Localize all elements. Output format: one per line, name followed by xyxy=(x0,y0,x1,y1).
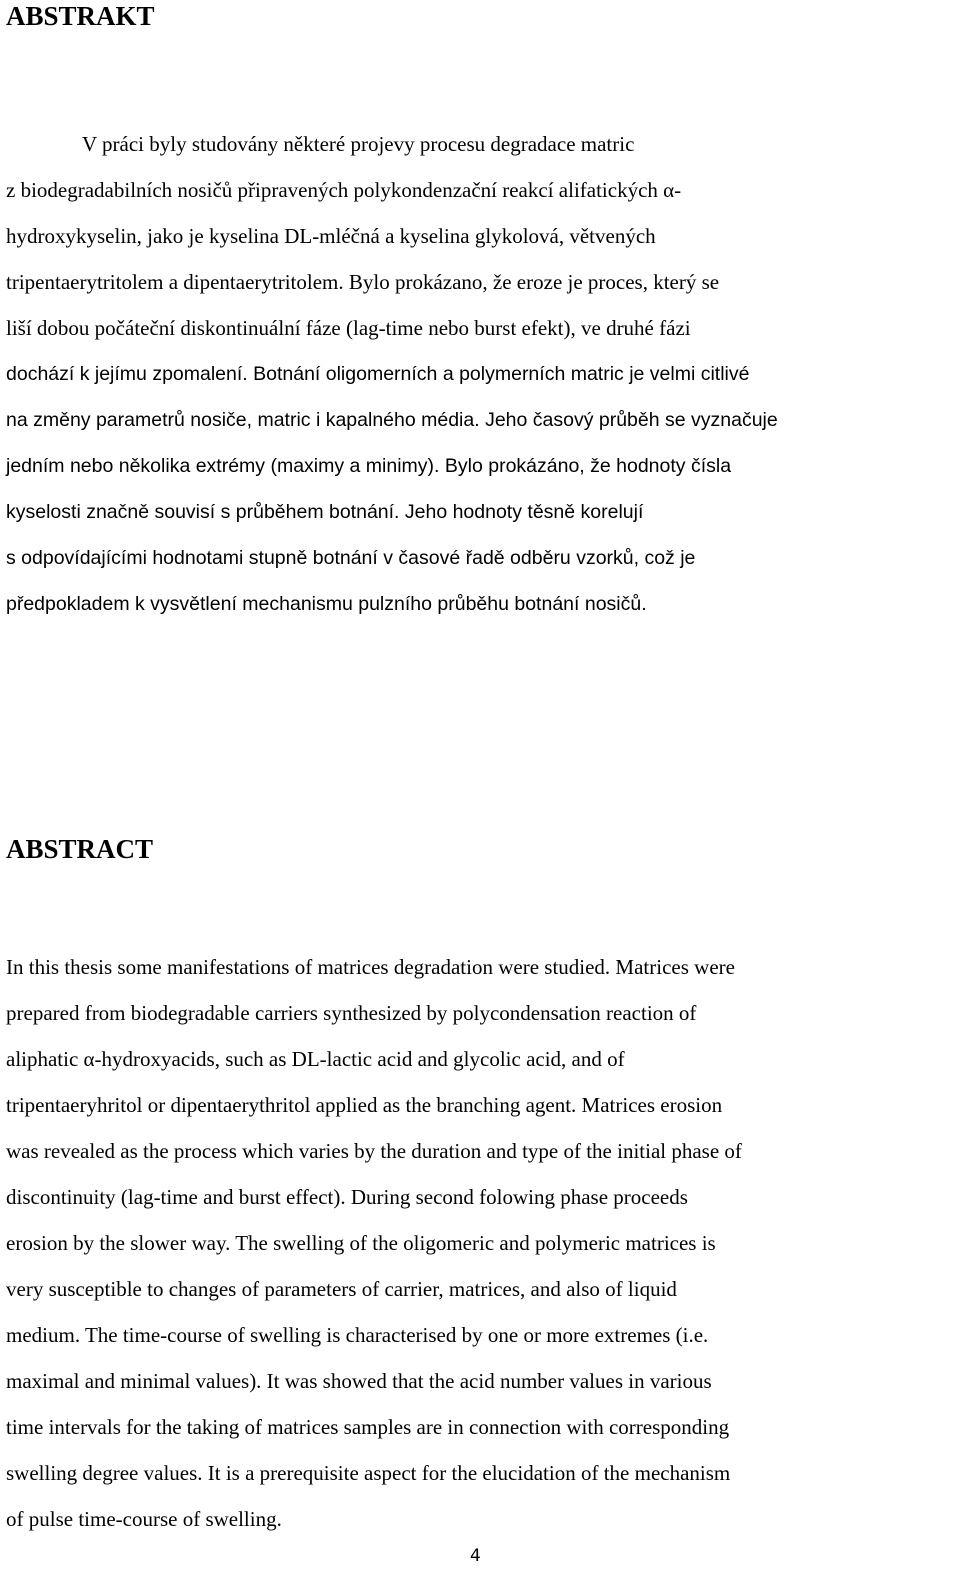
abstract-line: of pulse time-course of swelling. xyxy=(6,1507,282,1531)
abstrakt-heading: ABSTRAKT xyxy=(6,1,155,31)
abstract-line: time intervals for the taking of matrices samples are in connection with corresponding xyxy=(6,1415,730,1439)
abstract-line: aliphatic α-hydroxyacids, such as DL-lactic acid and glycolic acid, and of xyxy=(6,1047,625,1071)
abstract-line: was revealed as the process which varies by the duration and type of the initial phase of xyxy=(6,1139,742,1163)
abstract-line: discontinuity (lag-time and burst effect). During second folowing phase proceeds xyxy=(6,1185,688,1209)
abstrakt-line: hydroxykyselin, jako je kyselina DL-mléčná a kyselina glykolová, větvených xyxy=(6,224,656,248)
abstrakt-line: dochází k jejímu zpomalení. Botnání oligomerních a polymerních matric je velmi citlivé xyxy=(6,363,750,385)
abstract-line: swelling degree values. It is a prerequisite aspect for the elucidation of the mechanism xyxy=(6,1461,731,1485)
abstrakt-line: předpokladem k vysvětlení mechanismu pulzního průběhu botnání nosičů. xyxy=(6,593,647,615)
abstract-line: maximal and minimal values). It was showed that the acid number values in various xyxy=(6,1369,712,1393)
abstrakt-line: z biodegradabilních nosičů připravených polykondenzační reakcí alifatických α- xyxy=(6,178,682,202)
abstrakt-line: V práci byly studovány některé projevy procesu degradace matric xyxy=(82,132,635,156)
abstract-heading: ABSTRACT xyxy=(6,834,154,864)
abstrakt-line: liší dobou počáteční diskontinuální fáze (lag-time nebo burst efekt), ve druhé fázi xyxy=(6,316,691,340)
abstrakt-line: tripentaerytritolem a dipentaerytritolem. Bylo prokázano, že eroze je proces, který se xyxy=(6,270,720,294)
abstrakt-line: kyselosti značně souvisí s průběhem botnání. Jeho hodnoty těsně korelují xyxy=(6,501,644,523)
abstract-line: medium. The time-course of swelling is characterised by one or more extremes (i.e. xyxy=(6,1323,709,1347)
abstrakt-line: jedním nebo několika extrémy (maximy a minimy). Bylo prokázáno, že hodnoty čísla xyxy=(6,455,732,477)
abstrakt-line: na změny parametrů nosiče, matric i kapalného média. Jeho časový průběh se vyznačuje xyxy=(6,409,778,431)
abstrakt-line: s odpovídajícími hodnotami stupně botnání v časové řadě odběru vzorků, což je xyxy=(6,547,696,569)
page-number: 4 xyxy=(470,1546,481,1566)
abstract-line: In this thesis some manifestations of matrices degradation were studied. Matrices were xyxy=(6,955,735,979)
abstract-line: prepared from biodegradable carriers synthesized by polycondensation reaction of xyxy=(6,1001,697,1025)
abstract-line: very susceptible to changes of parameters of carrier, matrices, and also of liquid xyxy=(6,1277,677,1301)
abstract-line: tripentaeryhritol or dipentaerythritol applied as the branching agent. Matrices erosion xyxy=(6,1093,723,1117)
abstract-line: erosion by the slower way. The swelling of the oligomeric and polymeric matrices is xyxy=(6,1231,716,1255)
